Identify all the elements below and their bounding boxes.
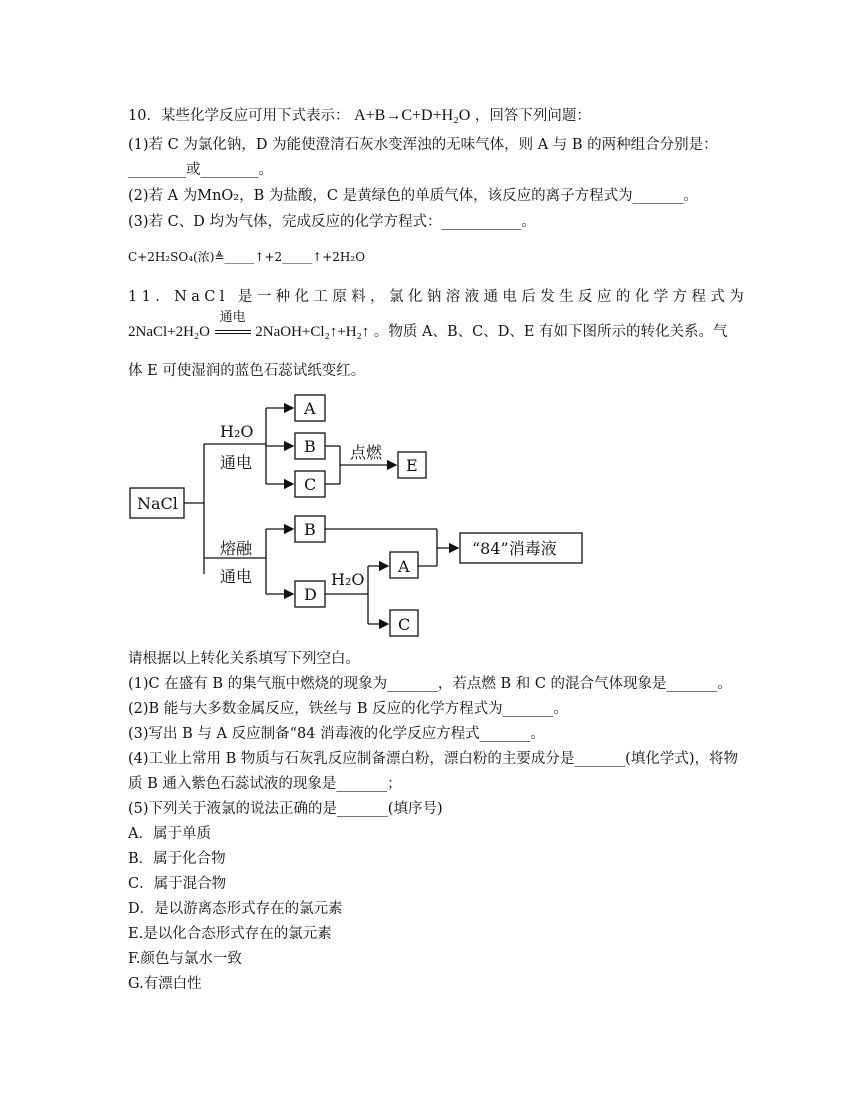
label-c-bottom: C	[398, 615, 411, 634]
conversion-diagram	[128, 392, 608, 642]
label-tongdian-top: 通电	[220, 453, 253, 472]
label-b-top: B	[304, 437, 316, 456]
option-f: F.颜色与氯水一致	[128, 951, 242, 967]
question-3: (3)写出 B 与 A 反应制备“84 消毒液的化学反应方程式_______。	[128, 726, 545, 742]
q11-eq-condition: 通电	[219, 310, 246, 325]
q11-eq-left: 2NaCl+2H₂O	[128, 324, 211, 340]
label-b-bottom: B	[304, 520, 316, 539]
q11-equation-line	[128, 310, 728, 342]
q11-line1: 11．NaCl 是一种化工原料，氯化钠溶液通电后发生反应的化学方程式为	[128, 289, 749, 305]
q11-eq-condition-arrow	[215, 310, 251, 342]
q10-part3: (3)若 C、D 均为气体，完成反应的化学方程式：___________。	[128, 214, 536, 230]
label-a-top: A	[304, 399, 316, 418]
q10-intro: 10．某些化学反应可用下式表示：	[128, 108, 350, 124]
q11-eq-right: 2NaOH+Cl₂↑+H₂↑	[255, 324, 370, 340]
question-4b: 质 B 通入紫色石蕊试液的现象是_______；	[128, 776, 402, 792]
label-tongdian-bottom: 通电	[220, 567, 253, 586]
label-d: D	[304, 585, 317, 604]
option-g: G.有漂白性	[128, 976, 202, 992]
option-e: E.是以化合态形式存在的氯元素	[128, 926, 332, 942]
option-d: D．是以游离态形式存在的氯元素	[128, 901, 343, 917]
q10-intro-line	[128, 106, 591, 126]
label-ronghe: 熔融	[220, 539, 253, 558]
option-c: C．属于混合物	[128, 876, 227, 892]
q11-line3: 体 E 可使湿润的蓝色石蕊试纸变红。	[128, 363, 366, 379]
q10-part1a: (1)若 C 为氯化钠，D 为能使澄清石灰水变浑浊的无味气体，则 A 与 B 的两种组合分别是：	[128, 137, 718, 153]
q10-part2: (2)若 A 为MnO₂，B 为盐酸，C 是黄绿色的单质气体，该反应的离子方程式为_______。	[128, 188, 698, 204]
label-c-top: C	[304, 475, 317, 494]
questions-lead: 请根据以上转化关系填写下列空白。	[128, 651, 360, 667]
q11-eq-double-line	[215, 330, 251, 334]
label-a-bottom: A	[398, 557, 410, 576]
question-1: (1)C 在盛有 B 的集气瓶中燃烧的现象为_______，若点燃 B 和 C 的混合气体现象是_______。	[128, 676, 732, 692]
q10-equation: A+B→C+D+H₂O	[354, 107, 471, 124]
q10-intro-tail: ，回答下列问题：	[474, 108, 591, 124]
q10-part3-equation: C+2H₂SO₄(浓)≜_____↑+2_____↑+2H₂O	[128, 250, 366, 264]
label-h2o-top: H₂O	[220, 422, 254, 441]
option-a: A．属于单质	[128, 826, 211, 842]
label-ignite: 点燃	[350, 443, 383, 462]
question-4a: (4)工业上常用 B 物质与石灰乳反应制备漂白粉，漂白粉的主要成分是_______(填化学式)，将物	[128, 751, 738, 767]
option-b: B．属于化合物	[128, 851, 226, 867]
label-nacl: NaCl	[137, 494, 178, 513]
question-2: (2)B 能与大多数金属反应，铁丝与 B 反应的化学方程式为_______。	[128, 701, 568, 717]
label-84-disinfectant: “84”消毒液	[472, 539, 557, 558]
q10-part1b: ________或________。	[128, 162, 273, 178]
label-e: E	[406, 456, 418, 475]
label-h2o-bottom: H₂O	[331, 570, 365, 589]
q11-eq-tail: 。物质 A、B、C、D、E 有如下图所示的转化关系。气	[373, 324, 728, 340]
question-5: (5)下列关于液氯的说法正确的是_______(填序号)	[128, 801, 443, 817]
